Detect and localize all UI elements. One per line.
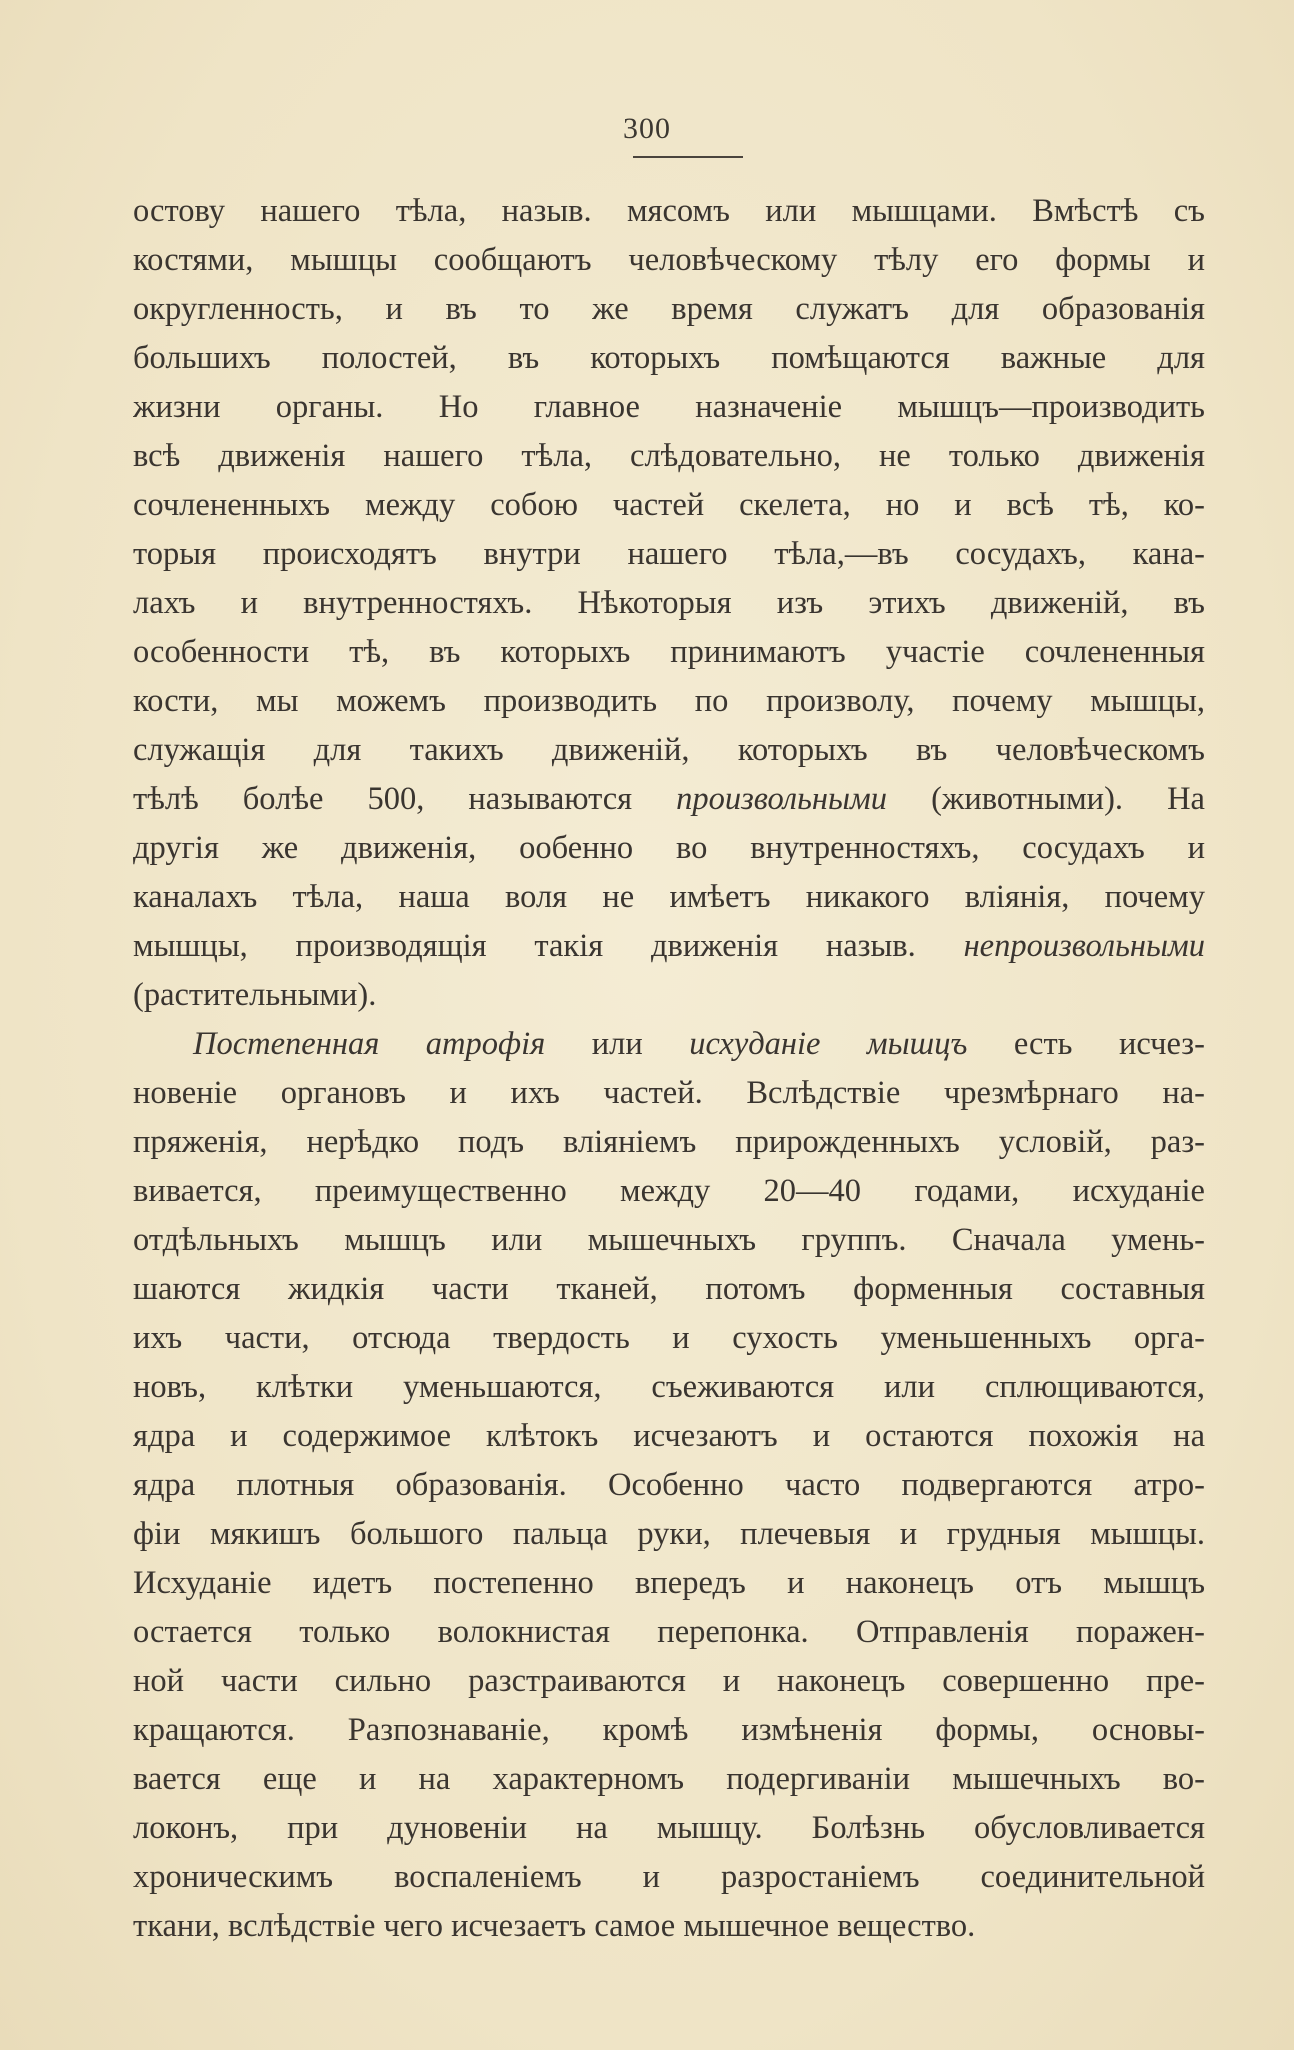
text-run: ядра плотныя образованія. Особенно часто подвергаются атро-	[133, 1467, 1205, 1503]
text-run: всѣ движенія нашего тѣла, слѣдовательно, не только движенія	[133, 438, 1205, 474]
text-line	[133, 236, 1205, 285]
text-line	[133, 922, 1205, 971]
text-line	[133, 1657, 1205, 1706]
text-line	[133, 628, 1205, 677]
text-line	[133, 1216, 1205, 1265]
text-run: (животными). На	[887, 781, 1205, 817]
text-line	[133, 971, 1205, 1020]
text-run: фіи мякишъ большого пальца руки, плечевыя и грудныя мышцы.	[133, 1516, 1205, 1552]
text-line	[133, 677, 1205, 726]
text-run: вается еще и на характерномъ подергиваніи мышечныхъ во-	[133, 1761, 1205, 1797]
text-run: торыя происходятъ внутри нашего тѣла,—въ сосудахъ, кана-	[133, 536, 1205, 572]
text-run: лахъ и внутренностяхъ. Нѣкоторыя изъ этихъ движеній, въ	[133, 585, 1205, 621]
text-run: или	[545, 1026, 690, 1062]
text-line	[133, 1412, 1205, 1461]
text-run: отдѣльныхъ мышцъ или мышечныхъ группъ. Сначала умень-	[133, 1222, 1205, 1258]
text-line	[133, 1265, 1205, 1314]
text-run: мышцы, производящія такія движенія назыв.	[133, 928, 964, 964]
text-line	[133, 383, 1205, 432]
text-line	[133, 481, 1205, 530]
text-run: Исхуданіе идетъ постепенно впередъ и наконецъ отъ мышцъ	[133, 1565, 1205, 1601]
italic-term: исхуданіе мышцъ	[689, 1026, 968, 1062]
text-line	[133, 1461, 1205, 1510]
text-run: округленность, и въ то же время служатъ для образованія	[133, 291, 1205, 327]
text-line	[133, 1853, 1205, 1902]
text-run: вивается, преимущественно между 20—40 годами, исхуданіе	[133, 1173, 1205, 1209]
text-line	[133, 1902, 1205, 1951]
text-run: ткани, вслѣдствіе чего исчезаетъ самое мышечное вещество.	[133, 1908, 976, 1944]
text-run: особенности тѣ, въ которыхъ принимаютъ участіе сочлененныя	[133, 634, 1205, 670]
text-line	[133, 334, 1205, 383]
text-run: кращаются. Разпознаваніе, кромѣ измѣненія формы, основы-	[133, 1712, 1205, 1748]
text-run: ядра и содержимое клѣтокъ исчезаютъ и остаются похожія на	[133, 1418, 1205, 1454]
page-number-rule	[633, 156, 743, 158]
text-run: большихъ полостей, въ которыхъ помѣщаются важные для	[133, 340, 1205, 376]
italic-term: произвольными	[676, 781, 888, 817]
text-line	[133, 1167, 1205, 1216]
text-run: костями, мышцы сообщаютъ человѣческому тѣлу его формы и	[133, 242, 1205, 278]
text-run: шаются жидкія части тканей, потомъ форменныя составныя	[133, 1271, 1205, 1307]
text-run: жизни органы. Но главное назначеніе мышцъ—производить	[133, 389, 1205, 425]
text-line	[133, 1755, 1205, 1804]
text-line	[133, 1706, 1205, 1755]
text-line	[133, 1069, 1205, 1118]
text-line	[133, 1510, 1205, 1559]
text-run: служащія для такихъ движеній, которыхъ въ человѣческомъ	[133, 732, 1205, 768]
text-run: сочлененныхъ между собою частей скелета, но и всѣ тѣ, ко-	[133, 487, 1205, 523]
text-run: пряженія, нерѣдко подъ вліяніемъ прирожденныхъ условій, раз-	[133, 1124, 1205, 1160]
text-line	[133, 530, 1205, 579]
text-run: другія же движенія, ообенно во внутренностяхъ, сосудахъ и	[133, 830, 1205, 866]
text-line	[133, 775, 1205, 824]
text-run: новеніе органовъ и ихъ частей. Вслѣдствіе чрезмѣрнаго на-	[133, 1075, 1205, 1111]
text-line	[133, 1118, 1205, 1167]
text-line	[133, 285, 1205, 334]
text-run: хроническимъ воспаленіемъ и разростаніемъ соединительной	[133, 1859, 1205, 1895]
text-line	[133, 824, 1205, 873]
body-text	[133, 187, 1205, 1951]
text-line	[133, 1804, 1205, 1853]
text-run: (растительными).	[133, 977, 377, 1013]
italic-term: Постепенная атрофія	[193, 1026, 546, 1062]
italic-term: непроизвольными	[963, 928, 1205, 964]
text-run: кости, мы можемъ производить по произволу, почему мышцы,	[133, 683, 1205, 719]
text-line	[133, 432, 1205, 481]
text-run: тѣлѣ болѣе 500, называются	[133, 781, 677, 817]
text-run: локонъ, при дуновеніи на мышцу. Болѣзнь обусловливается	[133, 1810, 1205, 1846]
text-line	[133, 1020, 1205, 1069]
text-run: остается только волокнистая перепонка. Отправленія поражен-	[133, 1614, 1205, 1650]
text-line	[133, 1559, 1205, 1608]
text-line	[133, 726, 1205, 775]
text-run: новъ, клѣтки уменьшаются, съеживаются или сплющиваются,	[133, 1369, 1205, 1405]
text-line	[133, 1363, 1205, 1412]
text-line	[133, 1314, 1205, 1363]
text-run: ной части сильно разстраиваются и наконецъ совершенно пре-	[133, 1663, 1205, 1699]
text-run: ихъ части, отсюда твердость и сухость уменьшенныхъ орга-	[133, 1320, 1205, 1356]
text-line	[133, 579, 1205, 628]
text-run: есть исчез-	[967, 1026, 1205, 1062]
text-run: каналахъ тѣла, наша воля не имѣетъ никакого вліянія, почему	[133, 879, 1205, 915]
text-line	[133, 187, 1205, 236]
text-line	[133, 873, 1205, 922]
text-line	[133, 1608, 1205, 1657]
page-number: 300	[623, 112, 671, 145]
text-run: остову нашего тѣла, назыв. мясомъ или мышцами. Вмѣстѣ съ	[133, 193, 1205, 229]
